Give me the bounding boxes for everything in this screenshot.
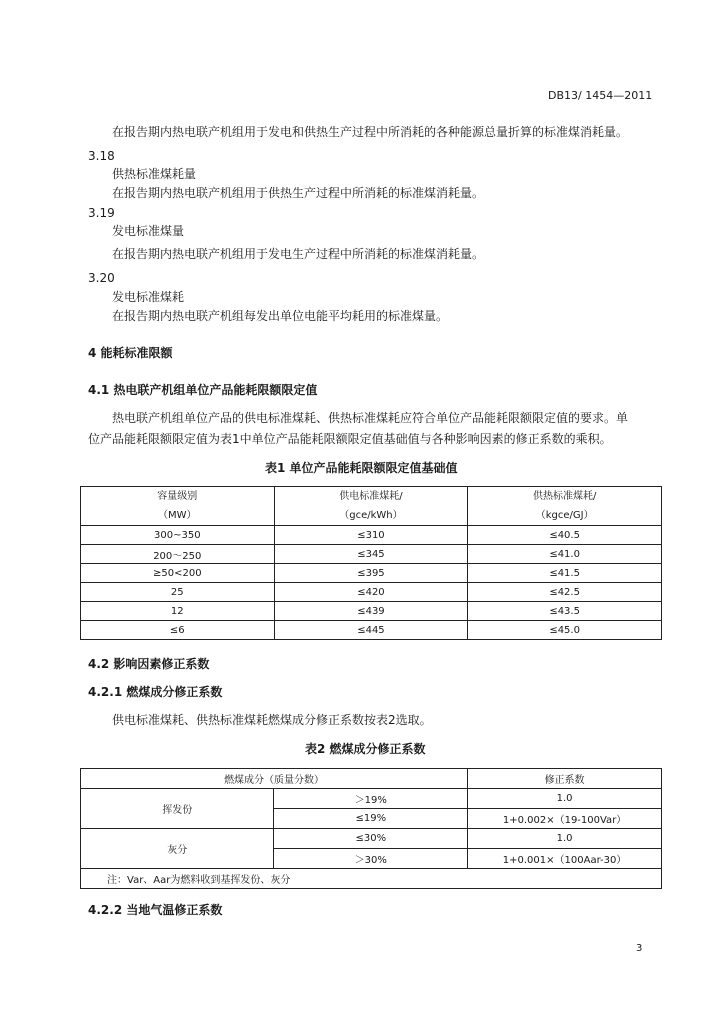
clause-number: 3.20 — [88, 271, 115, 285]
table-row — [81, 602, 662, 621]
definition-text: 在报告期内热电联产机组用于发电和供热生产过程中所消耗的各种能源总量折算的标准煤消耗量。 — [112, 125, 629, 139]
clause-number: 3.18 — [88, 149, 115, 163]
coefficient-cell: 1.0 — [468, 789, 662, 809]
table-row — [81, 583, 662, 602]
table-row — [81, 545, 662, 564]
header-cell: 修正系数 — [468, 769, 662, 789]
section-heading: 4 能耗标准限额 — [88, 346, 173, 360]
page-number: 3 — [636, 943, 643, 954]
capacity-cell: 300~350 — [81, 526, 275, 545]
table-row — [81, 526, 662, 545]
body-paragraph: 位产品能耗限额限定值为表1中单位产品能耗限额限定值基础值与各种影响因素的修正系数的乘积。 — [88, 432, 612, 446]
capacity-cell: 25 — [81, 583, 275, 602]
group-cell: 挥发份 — [81, 789, 274, 829]
heat-coal-cell: ≤45.0 — [468, 621, 662, 640]
capacity-cell: 12 — [81, 602, 275, 621]
subsection-heading: 4.2 影响因素修正系数 — [88, 657, 210, 671]
header-cell: 供热标准煤耗/ （kgce/GJ） — [468, 487, 662, 526]
header-cell: 燃煤成分（质量分数） — [81, 769, 468, 789]
heat-coal-cell: ≤42.5 — [468, 583, 662, 602]
header-cell: 容量级别 （MW） — [81, 487, 275, 526]
heat-coal-cell: ≤41.5 — [468, 564, 662, 583]
body-paragraph: 供电标准煤耗、供热标准煤耗燃煤成分修正系数按表2选取。 — [112, 713, 432, 727]
table-caption: 表2 燃煤成分修正系数 — [305, 742, 426, 756]
table-header-row — [81, 769, 662, 789]
definition-text: 在报告期内热电联产机组用于发电生产过程中所消耗的标准煤消耗量。 — [112, 247, 485, 261]
heat-coal-cell: ≤41.0 — [468, 545, 662, 564]
table-note-row — [81, 869, 662, 889]
document-id: DB13/ 1454—2011 — [548, 89, 653, 102]
baseline-limit-table — [80, 486, 662, 640]
body-paragraph: 热电联产机组单位产品的供电标准煤耗、供热标准煤耗应符合单位产品能耗限额限定值的要求。单 — [112, 411, 629, 425]
table-row — [81, 621, 662, 640]
table-header-row — [81, 487, 662, 526]
table-caption: 表1 单位产品能耗限额限定值基础值 — [265, 461, 458, 475]
term-heading: 发电标准煤量 — [112, 224, 185, 238]
heat-coal-cell: ≤40.5 — [468, 526, 662, 545]
table-row — [81, 829, 662, 849]
subsection-heading: 4.2.2 当地气温修正系数 — [88, 903, 223, 917]
power-coal-cell: ≤420 — [274, 583, 468, 602]
coefficient-cell: 1+0.001×（100Aar-30） — [468, 849, 662, 869]
capacity-cell: ≥50<200 — [81, 564, 275, 583]
capacity-cell: ≤6 — [81, 621, 275, 640]
condition-cell: ≤19% — [274, 809, 468, 829]
subsection-heading: 4.1 热电联产机组单位产品能耗限额限定值 — [88, 383, 318, 397]
coefficient-cell: 1.0 — [468, 829, 662, 849]
table-note: 注：Var、Aar为燃料收到基挥发份、灰分 — [81, 869, 662, 889]
definition-text: 在报告期内热电联产机组每发出单位电能平均耗用的标准煤量。 — [112, 309, 449, 323]
power-coal-cell: ≤395 — [274, 564, 468, 583]
table-row — [81, 564, 662, 583]
power-coal-cell: ≤310 — [274, 526, 468, 545]
term-heading: 供热标准煤耗量 — [112, 167, 197, 181]
condition-cell: ≤30% — [274, 829, 468, 849]
coal-composition-table — [80, 768, 662, 889]
power-coal-cell: ≤345 — [274, 545, 468, 564]
header-cell: 供电标准煤耗/ （gce/kWh） — [274, 487, 468, 526]
clause-number: 3.19 — [88, 206, 115, 220]
condition-cell: ＞19% — [274, 789, 468, 809]
capacity-cell: 200～250 — [81, 545, 275, 564]
power-coal-cell: ≤439 — [274, 602, 468, 621]
table-row — [81, 789, 662, 809]
coefficient-cell: 1+0.002×（19-100Var） — [468, 809, 662, 829]
group-cell: 灰分 — [81, 829, 274, 869]
term-heading: 发电标准煤耗 — [112, 290, 185, 304]
definition-text: 在报告期内热电联产机组用于供热生产过程中所消耗的标准煤消耗量。 — [112, 186, 485, 200]
condition-cell: ＞30% — [274, 849, 468, 869]
heat-coal-cell: ≤43.5 — [468, 602, 662, 621]
power-coal-cell: ≤445 — [274, 621, 468, 640]
subsection-heading: 4.2.1 燃煤成分修正系数 — [88, 685, 223, 699]
